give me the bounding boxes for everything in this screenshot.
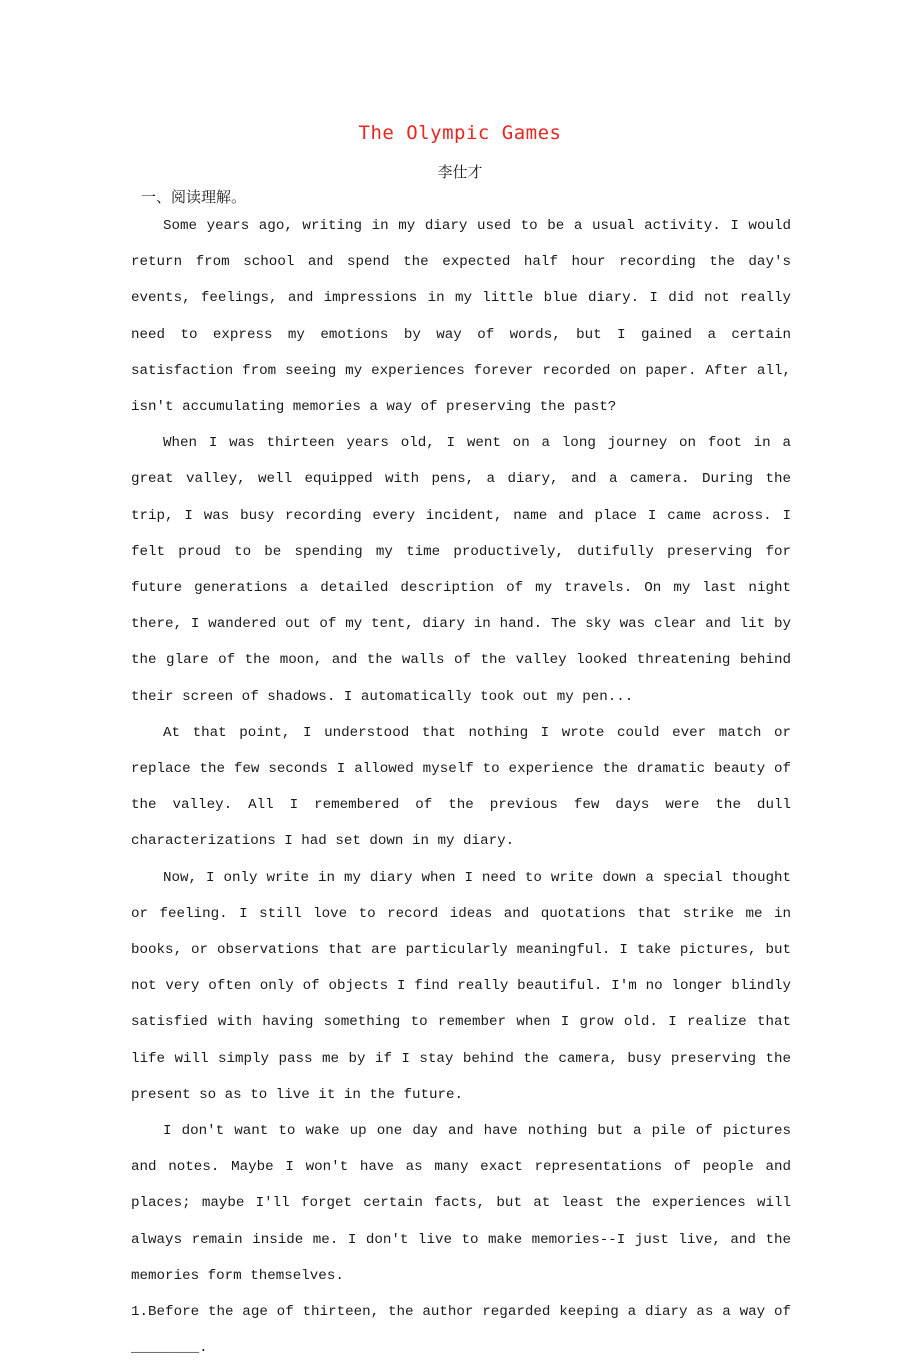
question-1: 1.Before the age of thirteen, the author regarded keeping a diary as a way of ________. xyxy=(131,1304,791,1357)
paragraph-2: When I was thirteen years old, I went on a long journey on foot in a great valley, well equipped with pens, a diary, and a camera. During the trip, I was busy recording every incident, name and place I came across. I felt proud to be spending my time productively, dutifully preserving for future generations a detailed description of my travels. On my last night there, I wandered out of my tent, diary in hand. The sky was clear and lit by the glare of the moon, and the walls of the valley looked threatening behind their screen of shadows. I automatically took out my pen... xyxy=(131,435,791,705)
reading-passage xyxy=(131,208,791,1367)
paragraph-4: Now, I only write in my diary when I need to write down a special thought or feeling. I still love to record ideas and quotations that strike me in books, or observations that are particularly meaningful. I take pictures, but not very often only of objects I find really beautiful. I'm no longer blindly satisfied with having something to remember when I grow old. I realize that life will simply pass me by if I stay behind the camera, busy preserving the present so as to live it in the future. xyxy=(131,869,791,1103)
document-title: The Olympic Games xyxy=(358,122,562,144)
paragraph-3: At that point, I understood that nothing I wrote could ever match or replace the few seconds I allowed myself to experience the dramatic beauty of the valley. All I remembered of the previous few days were the dull characterizations I had set down in my diary. xyxy=(131,724,791,850)
author-name: 李仕才 xyxy=(437,163,483,181)
paragraph-1: Some years ago, writing in my diary used to be a usual activity. I would return from school and spend the expected half hour recording the day's events, feelings, and impressions in my little blue diary. I did not really need to express my emotions by way of words, but I gained a certain satisfaction from seeing my experiences forever recorded on paper. After all, isn't accumulating memories a way of preserving the past? xyxy=(131,218,791,416)
section-heading: 一、阅读理解。 xyxy=(141,188,247,206)
paragraph-5: I don't want to wake up one day and have nothing but a pile of pictures and notes. Maybe I won't have as many exact representations of people and places; maybe I'll forget certain facts, but at least the experiences will always remain inside me. I don't live to make memories--I just live, and the memories form themselves. xyxy=(131,1123,791,1284)
